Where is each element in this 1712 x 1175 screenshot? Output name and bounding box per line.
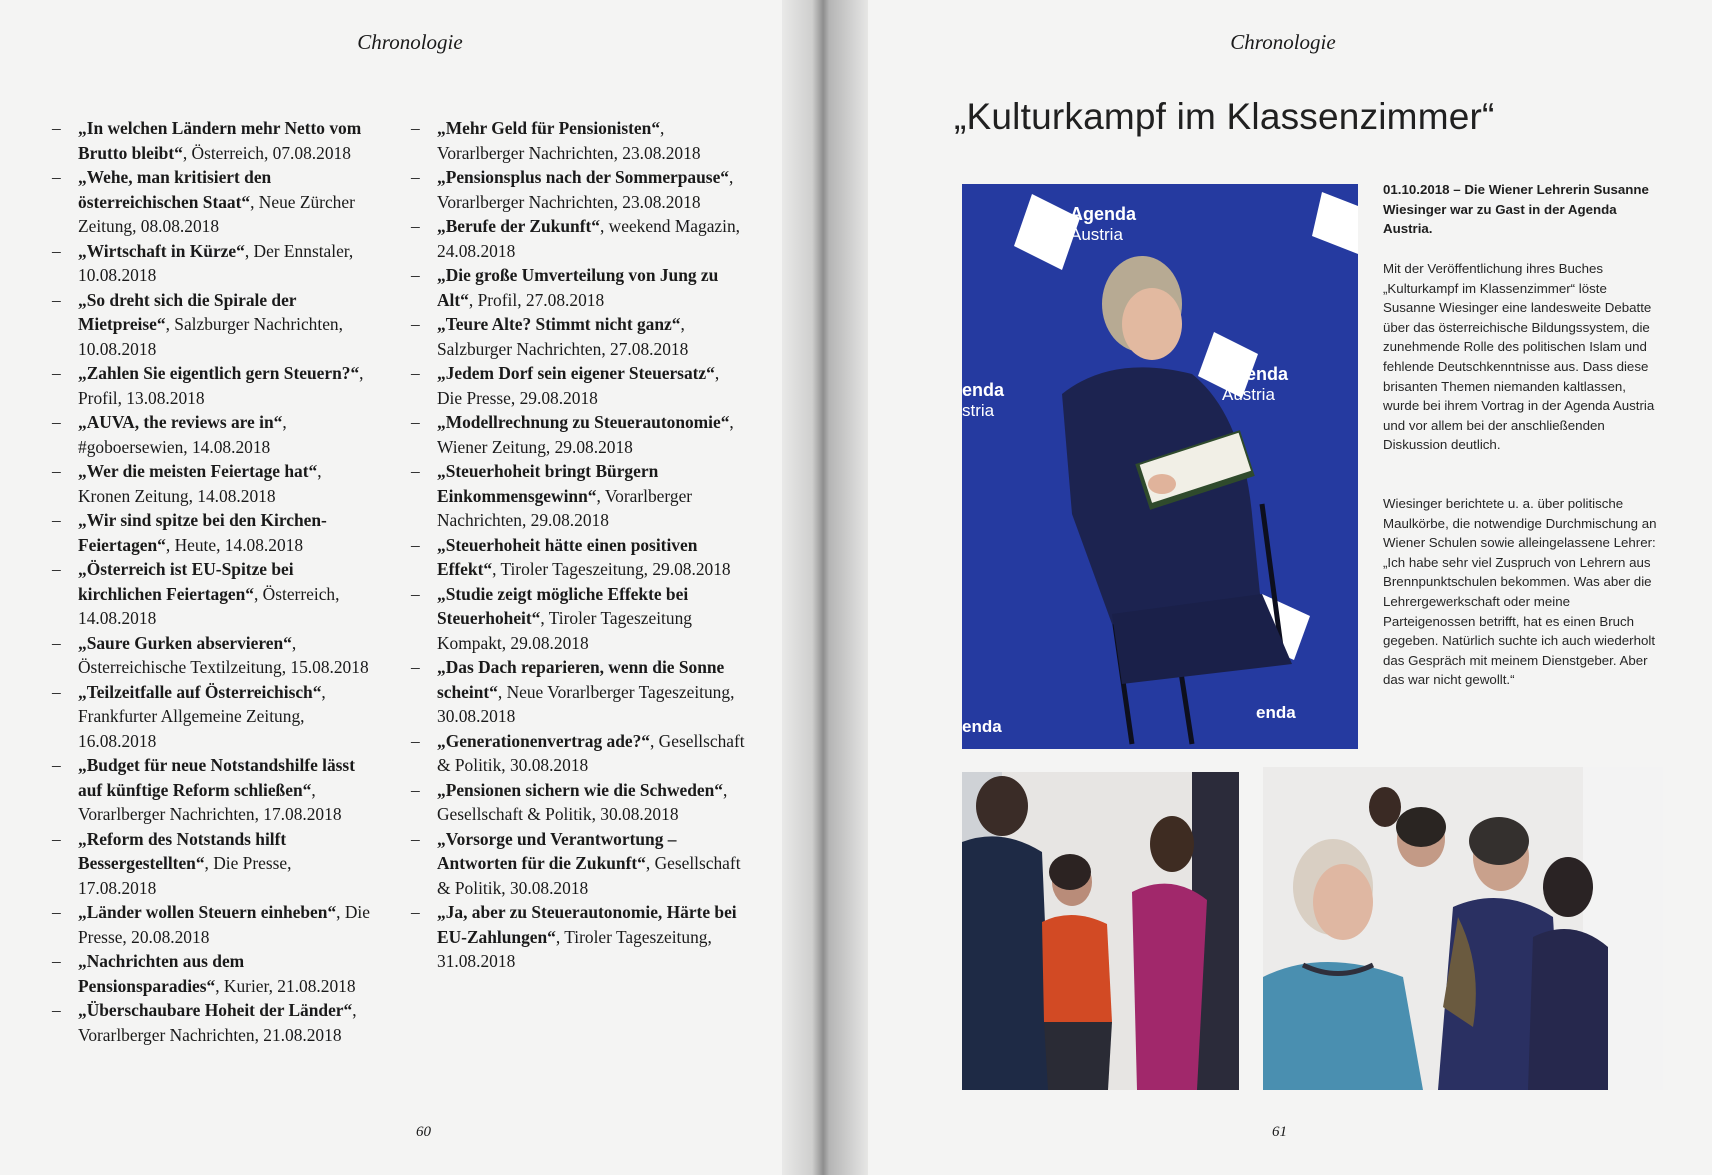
bullet-dash: – (411, 363, 420, 383)
press-list-item (411, 165, 747, 214)
article-headline: „Länder wollen Steuern einheben“ (78, 902, 337, 922)
backdrop-text: enda (962, 380, 1005, 400)
article-source: , Vorarlberger Nachrichten, 23.08.2018 (437, 118, 701, 163)
article-source: , Kronen Zeitung, 14.08.2018 (78, 461, 322, 506)
bullet-dash: – (411, 167, 420, 187)
press-list-item (52, 557, 372, 631)
bullet-dash: – (52, 755, 61, 775)
press-list-item (52, 361, 372, 410)
article-source: , Gesellschaft & Politik, 30.08.2018 (437, 853, 741, 898)
bullet-dash: – (52, 902, 61, 922)
running-head-left: Chronologie (357, 30, 463, 54)
press-list-item (411, 312, 747, 361)
bullet-dash: – (411, 657, 420, 677)
press-list-item (411, 361, 747, 410)
bullet-dash: – (52, 951, 61, 971)
article-headline: „Überschaubare Hoheit der Länder“ (78, 1000, 353, 1020)
article-headline: „Reform des Notstands hilft Bessergestellten“ (78, 828, 287, 873)
press-list-item (411, 900, 747, 974)
article-headline: „So dreht sich die Spirale der Mietpreise“ (78, 289, 297, 334)
article-headline: „Saure Gurken abservieren“ (78, 632, 292, 653)
press-list-item (411, 116, 747, 165)
article-source: , Vorarlberger Nachrichten, 29.08.2018 (437, 485, 693, 530)
article-headline: „Steuerhoheit hätte einen positiven Effekt“ (437, 534, 698, 579)
press-list-item (52, 827, 372, 901)
press-list-item (52, 680, 372, 754)
article-source: , Österreich, 14.08.2018 (78, 583, 340, 628)
article-headline: „Jedem Dorf sein eigener Steuersatz“ (437, 363, 715, 383)
article-headline: „Das Dach reparieren, wenn die Sonne scheint“ (437, 657, 725, 702)
press-list-item (52, 900, 372, 949)
bullet-dash: – (52, 289, 61, 310)
article-source: , Neue Vorarlberger Tageszeitung, 30.08.2018 (437, 681, 735, 726)
article-source: , Neue Zürcher Zeitung, 08.08.2018 (78, 191, 355, 236)
bullet-dash: – (411, 265, 420, 285)
article-source: , Heute, 14.08.2018 (165, 534, 304, 555)
article-source: , Gesellschaft & Politik, 30.08.2018 (437, 779, 728, 824)
press-list-item (411, 827, 747, 901)
article-headline: „Wehe, man kritisiert den österreichischen Staat“ (78, 167, 272, 212)
article-headline: „Studie zeigt mögliche Effekte bei Steuerhoheit“ (437, 583, 689, 628)
press-list-item (411, 778, 747, 827)
press-list-item (52, 165, 372, 239)
press-list-item (411, 533, 747, 582)
press-list-item (52, 949, 372, 998)
bullet-dash: – (52, 828, 61, 849)
backdrop-text: enda (962, 717, 1002, 736)
article-headline: „Mehr Geld für Pensionisten“ (437, 118, 661, 138)
article-headline: „Pensionen sichern wie die Schweden“ (437, 779, 723, 800)
article-paragraph-2: Wiesinger berichtete u. a. über politische Maulkörbe, die notwendige Durchmischung an Wiener Schulen sowie alleingelassene Lehrer: „Ich habe sehr viel Zuspruch von Lehrern aus Brennpunktschulen bekommen. Was aber die Lehrergewerkschaft oder meine Parteigenossen betrifft, hat es einen Bruch gegeben. Natürlich suchte ich auch wiederholt das Gespräch mit meinem Dienstgeber. Aber das war nicht gewollt.“ (1383, 496, 1657, 688)
press-list-item (411, 729, 747, 778)
bullet-dash: – (411, 118, 420, 138)
article-headline: „Nachrichten aus dem Pensionsparadies“ (78, 951, 245, 996)
article-headline: „Österreich ist EU-Spitze bei kirchlichen Feiertagen“ (78, 559, 294, 604)
article-headline: „Generationenvertrag ade?“ (437, 730, 650, 751)
page-number-right: 61 (1272, 1124, 1287, 1140)
bullet-dash: – (411, 534, 420, 555)
page-number-left: 60 (416, 1124, 431, 1140)
press-list-item (411, 214, 747, 263)
article-source: , Österreich, 07.08.2018 (182, 142, 351, 163)
article-source: , weekend Magazin, 24.08.2018 (437, 216, 741, 261)
article-headline: „Vorsorge und Verantwortung – Antworten für die Zukunft“ (437, 828, 677, 873)
bullet-dash: – (52, 363, 61, 383)
article-paragraph-1: Mit der Veröffentlichung ihres Buches „Kulturkampf im Klassenzimmer“ löste Susanne Wiesinger eine landesweite Debatte über das österreichische Bildungssystem, die zunehmende Rolle des politischen Islam und fehlende Deutschkenntnisse aus. Dass diese brisanten Themen niemanden kaltlassen, wurde bei ihrem Vortrag in der Agenda Austria und vor allem bei der anschließenden Diskussion deutlich. (1383, 261, 1655, 453)
press-list-item (411, 263, 747, 312)
press-list-item (52, 631, 372, 680)
bullet-dash: – (411, 730, 420, 751)
article-source: , Österreichische Textilzeitung, 15.08.2018 (78, 632, 369, 677)
press-list-item (52, 116, 372, 165)
bullet-dash: – (52, 167, 61, 187)
article-headline: „AUVA, the reviews are in“ (78, 412, 283, 432)
article-intro: 01.10.2018 – Die Wiener Lehrerin Susanne Wiesinger war zu Gast in der Agenda Austria. (1383, 182, 1649, 237)
article-headline: „Die große Umverteilung von Jung zu Alt“ (437, 265, 719, 310)
photo-discussion-group (962, 772, 1239, 1090)
article-headline: „Teure Alte? Stimmt nicht ganz“ (437, 314, 681, 334)
press-list-item (52, 998, 372, 1047)
article-headline: „Zahlen Sie eigentlich gern Steuern?“ (78, 363, 360, 383)
article-headline: „Modellrechnung zu Steuerautonomie“ (437, 412, 730, 432)
article-source: , Der Ennstaler, 10.08.2018 (78, 240, 354, 285)
article-headline: „Wer die meisten Feiertage hat“ (78, 461, 318, 481)
article-source: , Kurier, 21.08.2018 (215, 975, 356, 996)
left-page (0, 0, 782, 1175)
bullet-dash: – (52, 559, 61, 579)
backdrop-text: Agenda (1222, 364, 1289, 384)
bullet-dash: – (411, 779, 420, 800)
bullet-dash: – (411, 216, 420, 236)
article-source: , Frankfurter Allgemeine Zeitung, 16.08.2018 (78, 681, 326, 751)
bullet-dash: – (411, 461, 420, 481)
bullet-dash: – (52, 461, 61, 481)
press-list-item (52, 459, 372, 508)
photo-audience (1263, 767, 1663, 1090)
press-list-item (52, 753, 372, 827)
press-list-item (52, 508, 372, 557)
right-page (868, 0, 1712, 1175)
press-list-item (411, 459, 747, 533)
article-source: , Salzburger Nachrichten, 10.08.2018 (78, 314, 343, 359)
bullet-dash: – (411, 412, 420, 432)
article-source: , Die Presse, 17.08.2018 (78, 853, 292, 898)
bullet-dash: – (411, 828, 420, 849)
article-headline: „Budget für neue Notstandshilfe lässt auf künftige Reform schließen“ (78, 755, 355, 800)
article-source: , Die Presse, 20.08.2018 (78, 902, 370, 947)
press-list-item (52, 410, 372, 459)
article-source: , Gesellschaft & Politik, 30.08.2018 (437, 730, 745, 775)
article-headline: „Berufe der Zukunft“ (437, 216, 600, 236)
article-headline: „In welchen Ländern mehr Netto vom Brutto bleibt“ (78, 118, 362, 163)
bullet-dash: – (52, 510, 61, 530)
bullet-dash: – (411, 583, 420, 604)
bullet-dash: – (411, 902, 420, 922)
press-list-column-2 (411, 116, 747, 974)
bullet-dash: – (52, 412, 61, 432)
article-source: , #goboersewien, 14.08.2018 (78, 412, 287, 457)
article-source: , Vorarlberger Nachrichten, 23.08.2018 (437, 167, 734, 212)
article-headline: „Ja, aber zu Steuerautonomie, Härte bei EU-Zahlungen“ (437, 902, 737, 947)
article-source: , Vorarlberger Nachrichten, 17.08.2018 (78, 779, 342, 824)
article-source: , Profil, 13.08.2018 (78, 363, 364, 408)
article-source: , Salzburger Nachrichten, 27.08.2018 (437, 314, 689, 359)
article-source: , Wiener Zeitung, 29.08.2018 (437, 412, 734, 457)
article-headline: „Wir sind spitze bei den Kirchen-Feiertagen“ (78, 510, 327, 555)
running-head-right: Chronologie (1230, 30, 1336, 54)
backdrop-text: Austria (1070, 225, 1123, 244)
article-headline: „Pensionsplus nach der Sommerpause“ (437, 167, 729, 187)
article-title: „Kulturkampf im Klassenzimmer“ (954, 96, 1495, 137)
article-headline: „Wirtschaft in Kürze“ (78, 240, 245, 261)
article-source: , Vorarlberger Nachrichten, 21.08.2018 (78, 1000, 357, 1045)
book-spine (782, 0, 868, 1175)
article-source: , Tiroler Tageszeitung Kompakt, 29.08.2018 (437, 608, 692, 653)
article-source: , Tiroler Tageszeitung, 31.08.2018 (437, 926, 712, 971)
press-list-column-1 (52, 116, 372, 1047)
press-list-item (411, 410, 747, 459)
photo-speaker-reading (962, 184, 1358, 749)
article-source: , Tiroler Tageszeitung, 29.08.2018 (492, 559, 731, 579)
article-headline: „Teilzeitfalle auf Österreichisch“ (78, 681, 322, 702)
article-headline: „Steuerhoheit bringt Bürgern Einkommensgewinn“ (437, 461, 659, 506)
backdrop-text: enda (1256, 703, 1296, 722)
press-list-item (52, 239, 372, 288)
bullet-dash: – (52, 118, 61, 138)
backdrop-text: Agenda (1070, 204, 1137, 224)
bullet-dash: – (52, 632, 61, 653)
article-source: , Die Presse, 29.08.2018 (437, 363, 720, 408)
press-list-item (411, 655, 747, 729)
press-list-item (411, 582, 747, 656)
press-list-item (52, 288, 372, 362)
bullet-dash: – (52, 1000, 61, 1020)
backdrop-text: Austria (1222, 385, 1275, 404)
article-source: , Profil, 27.08.2018 (468, 289, 605, 310)
backdrop-text: stria (962, 401, 995, 420)
bullet-dash: – (411, 314, 420, 334)
bullet-dash: – (52, 681, 61, 702)
bullet-dash: – (52, 240, 61, 261)
